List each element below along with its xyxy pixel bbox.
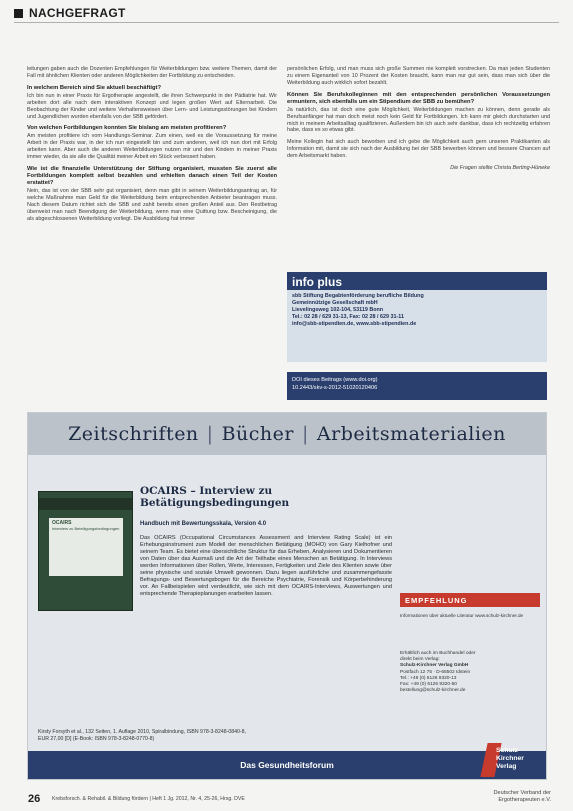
book-cover-image (38, 491, 133, 611)
info-line: Lievelingsweg 102-104, 53119 Bonn (292, 307, 384, 313)
info-line: sbb Stiftung Begabtenförderung berufliche Bildung (292, 293, 424, 299)
publisher-line: direkt beim Verlag: (400, 657, 440, 663)
logo-wordmark (496, 747, 524, 771)
question-heading: In welchem Bereich sind Sie aktuell beschäftigt? (27, 84, 162, 91)
info-box-body (287, 290, 547, 331)
ad-headline-item: Zeitschriften (68, 423, 199, 445)
book-title: OCAIRS – Interview zu Betätigungsbedingungen (140, 485, 290, 509)
publisher-line: Erhältlich auch im Buchhandel oder (400, 651, 476, 656)
ad-headline-item: Arbeitsmaterialien (316, 423, 506, 445)
question-heading: Können Sie Berufskolleginnen mit den entsprechenden persönlichen Voraussetzungen ermuntern, sich ebenfalls um ein Stipendium der SBB zu bemühen? (287, 91, 550, 105)
paragraph: leitungen gaben auch die Dozenten Empfehlungen für Weiterbildungen bzw. weitere Themen, damit der Fall mit ähnlichen Klienten oder anderen Möglichkeiten der Fortbildung zu entscheiden. (27, 66, 277, 79)
info-box (287, 272, 547, 362)
publisher-contact (400, 651, 540, 694)
section-title: NACHGEFRAGT (29, 6, 126, 20)
paragraph: persönlichen Erfolg, und man muss sich große Summen nie komplett vorstrecken. Da man jeden Studenten zu einem Eigenanteil von 10 Prozent der Kosten braucht, kann man nur gut sein, dass man sich über die Weiterbildung auch wirklich sofort bezahlt. (287, 66, 550, 86)
paragraph: Ja natürlich, das ist doch eine gute Möglichkeit, Weiterbildungen machen zu können, denn gerade als Berufsanfänger hat man doch meist noch kein Geld für Fortbildungen. Ich kann mir gleich durchstarten und mich in meinem Arbeitsalltag qualifizieren. Außerdem bin ich auch sehr dankbar, dass ich rechtzeitig erfahren habe, dass es so etwas gibt. (287, 106, 550, 134)
book-subtitle: Handbuch mit Bewertungsskala, Version 4.0 (140, 521, 267, 527)
biblio-line: EUR 27,00 [D] (E-Book: ISBN 978-3-8248-0770-8) (38, 736, 155, 742)
section-marker (14, 9, 23, 18)
footer-publisher-line: Deutscher Verband der (493, 790, 551, 796)
book-cover-band (39, 498, 132, 510)
footer-publisher (493, 790, 551, 804)
doi-label: DOI dieses Beitrags (www.doi.org) (292, 377, 378, 383)
recommendation-note: Informationen über aktuelle Literatur www.schulz-kirchner.de (400, 613, 524, 618)
book-cover-title: OCAIRS (52, 520, 72, 526)
publisher-line: Fax: +49 (0) 6126 9320-50 (400, 682, 457, 688)
header-rule (14, 22, 559, 23)
footer-citation: Krebsforsch. & Rehabil. & Bildung fördern | Heft 1 Jg. 2012, Nr. 4, 25-26, Hrsg. DVE (52, 796, 245, 802)
book-description: Das OCAIRS (Occupational Circumstances Assessment and Interview Rating Scale) ist ein Erhebungsinstrument zum Modell der menschlichen Betätigung (MOHO) von Gary Kielhofner und seinem Team. Es bietet eine übersichtliche Struktur für das Erheben, Analysieren und Dokumentieren von Daten über das Ausmaß und die Art der Teilhabe eines Menschen an Betätigung. In Interviews werden Informationen über Rollen, Werte, Interessen, Fertigkeiten und Ziele des Klienten sowie über seine physische und soziale Umwelt gewonnen. Dazu liegen ausführliche und zusammengefasste Befragungs- und Bewertungsbogen für die Bereiche Psychiatrie, Forensik und Körperbehinderung vor. An Fallbeispielen wird verdeutlicht, wie sich mit dem OCAIRS-Interviews, Auswertungen und entsprechende Therapieplanungen erarbeiten lassen. (140, 535, 392, 597)
info-line: Tel.: 02 28 / 629 31-13, Fax: 02 28 / 629 31-11 (292, 314, 404, 320)
publisher-email-link[interactable]: bestellung@schulz-kirchner.de (400, 688, 466, 694)
ad-footer-bar (28, 747, 546, 779)
doi-box (287, 372, 547, 400)
ad-headline (28, 413, 546, 455)
publisher-logo (484, 743, 540, 777)
ad-footer-text: Das Gesundheitsforum (240, 760, 334, 770)
logo-word: Schulz- (496, 747, 521, 754)
ad-headline-separator: | (206, 423, 214, 445)
paragraph: Nein, das ist von der SBB sehr gut organisiert, denn man gibt in seinem Weiterbildungsantrag an, für welche Maßnahme man Geld für die Weiterbildung beim entsprechenden Anbieter beantragen muss. Nach diesem Datum richtet sich die SBB und zahlt bereits einen großen Anteil aus. Den Restbetrag überweist man nach Beendigung der Weiterbildung, wenn man eine Quittung bzw. Bescheinigung, die als abgeschlossenen Weiterbildung vorliegt. Die Ausbildung hat immer (27, 188, 277, 222)
left-column (27, 66, 277, 228)
logo-word: Verlag (496, 763, 517, 770)
info-line: Gemeinnützige Gesellschaft mbH (292, 300, 378, 306)
interviewer-signature: Die Fragen stellte Christa Berting-Hüneke (450, 165, 550, 172)
doi-link[interactable]: 10.2443/skv-s-2012-51020120406 (292, 385, 378, 391)
biblio-line: Kirsty Forsyth et al., 132 Seiten, 1. Auflage 2010, Spiralbindung, ISBN 978-3-8248-0840-8, (38, 729, 246, 735)
page-footer (0, 785, 573, 811)
question-heading: Wie ist die finanzielle Unterstützung der Stiftung organisiert, mussten Sie zuerst alle Fortbildungen komplett selbst bezahlen und erhielten danach einen Teil der Kosten erstattet? (27, 166, 277, 187)
paragraph: Meine Kollegin hat sich auch beworben und ich gebe die Möglichkeit auch gern unseren Praktikanten als Information mit, damit sie sich nach der Ausbildung bei der SBB bewerben können und bessere Chancen auf dem Arbeitsmarkt haben. (287, 139, 550, 160)
logo-word: Kirchner (496, 755, 524, 762)
right-column (287, 66, 550, 172)
ad-headline-item: Bücher (221, 423, 294, 445)
book-cover-subtitle: Interview zu Beteiligungsbedingungen (52, 526, 120, 531)
publisher-line: Tel.: +49 (0) 6126 9320-13 (400, 675, 457, 681)
footer-publisher-line: Ergotherapeuten e.V. (498, 797, 551, 803)
book-cover-label (49, 518, 123, 576)
publisher-line: Postfach 12 75 · D-65502 Idstein (400, 669, 471, 675)
publisher-name: Schulz-Kirchner Verlag GmbH (400, 663, 469, 669)
header (14, 6, 126, 20)
ad-headline-separator: | (301, 423, 309, 445)
paragraph: Am meisten profitiere ich vom Handlungs-Seminar. Zum einen, weil es die Voraussetzung für meine Arbeit in der Praxis war, in der ich nun eingestellt bin und zum anderen, weil ich nun dort mit Erfolg arbeiten kann. Aber auch die anderen Weiterbildungen nutzen mir und den Kindern in meiner Praxis immer wieder, da sie alle die Qualität meiner Arbeit ein Stück verbessert haben. (27, 133, 277, 161)
recommendation-badge: EMPFEHLUNG (400, 593, 540, 607)
paragraph: Ich bin nun in einer Praxis für Ergotherapie angestellt, die ihren Schwerpunkt in der Pädiatrie hat. Wir arbeiten dort alle nach dem interaktiven Konzept und legen großen Wert auf Elternarbeit. Die Beobachtung der Kinder und weitere Verhaltensweisen über Lern- und Leistungsstörungen bei Kindern und Jugendlichen wurden ebenfalls von der SBB gefördert. (27, 92, 277, 120)
info-link[interactable]: info@sbb-stipendien.de, www.sbb-stipendien.de (292, 321, 417, 327)
page-number: 26 (28, 793, 41, 805)
question-heading: Von welchen Fortbildungen konnten Sie bislang am meisten profitieren? (27, 125, 227, 132)
book-bibliography (38, 729, 338, 743)
info-box-title: info plus (287, 272, 547, 290)
advertisement (27, 412, 547, 780)
